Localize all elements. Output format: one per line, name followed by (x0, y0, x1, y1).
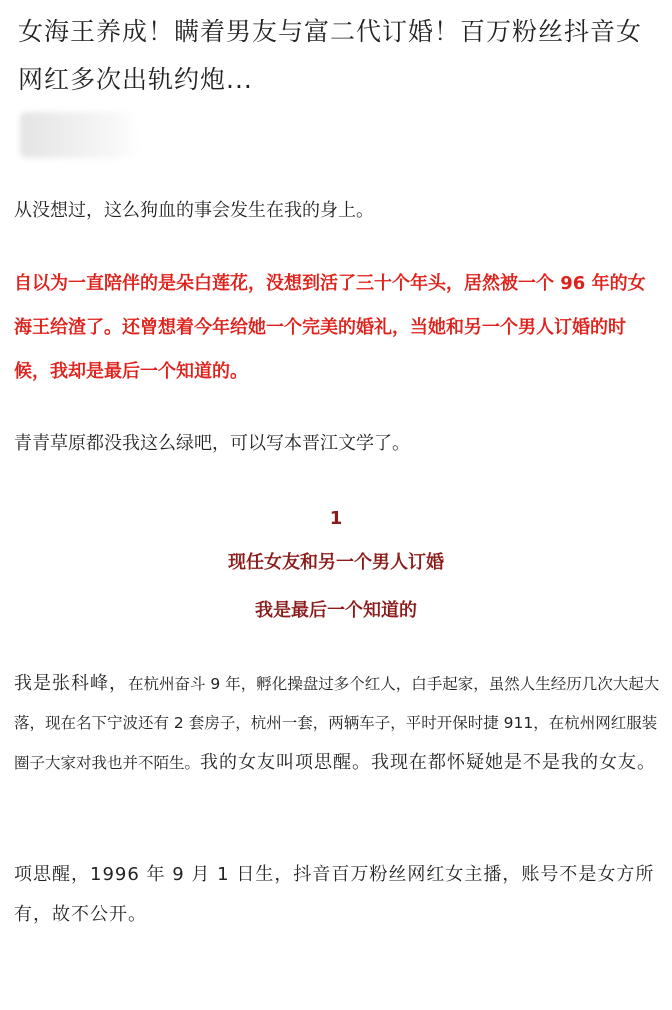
body-part3: 我的女友叫项思醒。我现在都怀疑她是不是我的女友。 (200, 752, 657, 773)
author-avatar-blurred (20, 112, 140, 158)
comment-paragraph: 青青草原都没我这么绿吧，可以写本晋江文学了。 (14, 433, 410, 454)
article-title: 女海王养成！瞒着男友与富二代订婚！百万粉丝抖音女网红多次出轨约炮... (18, 17, 643, 94)
highlight-paragraph: 自以为一直陪伴的是朵白莲花，没想到活了三十个年头，居然被一个 96 年的女海王给渣了。还曾想着今年给她一个完美的婚礼，当她和另一个男人订婚的时候，我却是最后一个知道的。 (14, 273, 646, 382)
body-paragraph (14, 664, 660, 783)
body-paragraph-2: 项思醒，1996 年 9 月 1 日生，抖音百万粉丝网红女主播，账号不是女方所有，故不公开。 (14, 864, 655, 925)
body-part2: 在杭州奋斗 9 年，孵化操盘过多个红人，白手起家，虽然人生经历几次大起大落，现在名下宁波还有 2 套房子，杭州一套，两辆车子，平时开保时捷 911，在杭州网红服装圈子大家对我也并不陌生。 (14, 675, 660, 772)
body-part1: 我是张科峰， (14, 673, 128, 694)
intro-paragraph: 从没想过，这么狗血的事会发生在我的身上。 (14, 200, 374, 221)
section-heading-line1: 现任女友和另一个男人订婚 (228, 552, 444, 573)
section-heading-line2: 我是最后一个知道的 (255, 600, 417, 621)
section-number: 1 (329, 508, 343, 529)
